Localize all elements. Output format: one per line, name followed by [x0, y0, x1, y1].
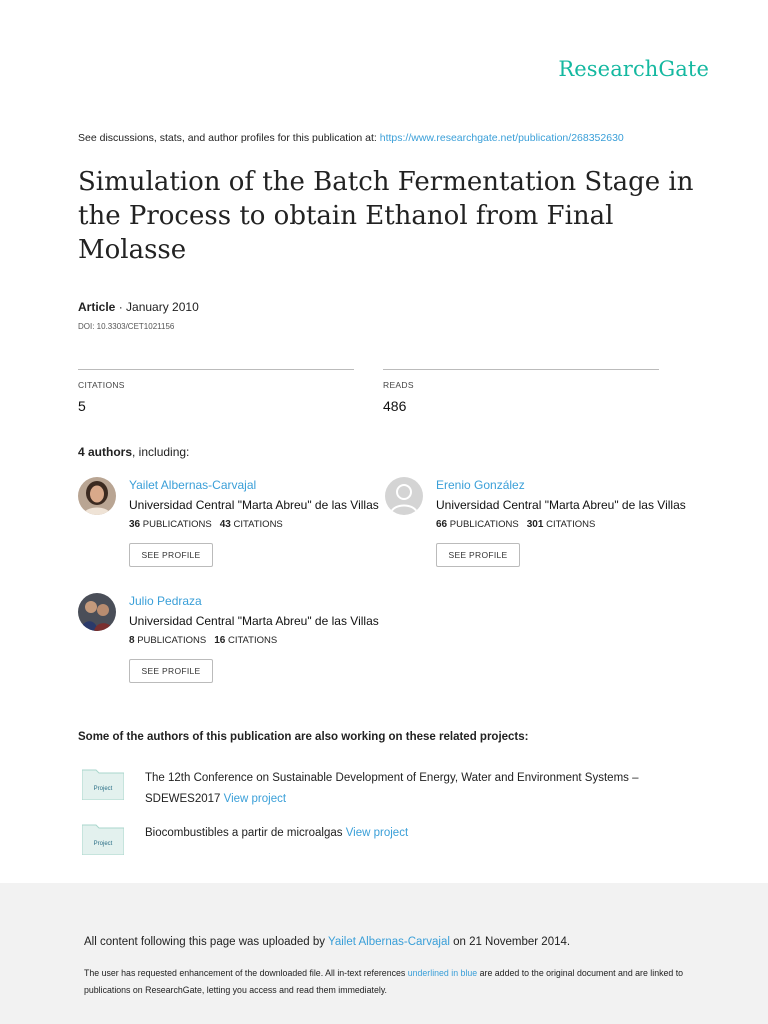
publication-doi: DOI: 10.3303/CET1021156	[78, 322, 175, 331]
reads-stat	[383, 369, 659, 414]
enhancement-note	[84, 965, 704, 999]
author-avatar[interactable]	[78, 477, 116, 515]
author-publications-label: PUBLICATIONS	[142, 519, 212, 530]
authors-count: 4 authors	[78, 445, 133, 459]
author-publications-count: 8	[129, 635, 135, 646]
author-citations-count: 16	[214, 635, 226, 646]
author-counts	[129, 519, 399, 530]
author-publications-count: 36	[129, 519, 141, 530]
publication-meta	[78, 300, 199, 314]
project-description	[145, 768, 705, 810]
author-counts	[436, 519, 706, 530]
author-citations-count: 301	[526, 519, 544, 530]
citations-label: CITATIONS	[78, 380, 125, 390]
researchgate-logo[interactable]: ResearchGate	[558, 57, 709, 81]
project-icon-label: Project	[93, 786, 113, 792]
default-avatar-icon	[385, 477, 423, 515]
project-folder-icon[interactable]	[82, 768, 124, 800]
see-profile-button[interactable]: SEE PROFILE	[436, 543, 520, 567]
author-name[interactable]: Yailet Albernas-Carvajal	[129, 478, 257, 492]
footer	[0, 883, 768, 1024]
author-publications-count: 66	[436, 519, 448, 530]
author-citations-label: CITATIONS	[233, 519, 283, 530]
author-institution: Universidad Central "Marta Abreu" de las Villas	[129, 498, 379, 512]
publication-type: Article	[78, 300, 116, 314]
author-photo-icon	[78, 477, 116, 515]
project-folder-icon[interactable]	[82, 823, 124, 855]
publication-link[interactable]: https://www.researchgate.net/publication/268352630	[379, 132, 624, 144]
upload-prefix: All content following this page was uploaded by	[84, 936, 329, 948]
publication-date: January 2010	[126, 300, 199, 314]
author-publications-label: PUBLICATIONS	[449, 519, 519, 530]
author-avatar[interactable]	[78, 593, 116, 631]
authors-heading	[78, 445, 189, 459]
underlined-in-blue-link[interactable]: underlined in blue	[407, 968, 478, 978]
upload-suffix: on 21 November 2014.	[449, 936, 571, 948]
note-suffix: are added to the original document and are linked to publications on ResearchGate, letting you access and read them immediately.	[84, 968, 684, 995]
author-citations-label: CITATIONS	[227, 635, 278, 646]
author-name[interactable]: Erenio González	[436, 478, 525, 492]
author-institution: Universidad Central "Marta Abreu" de las Villas	[436, 498, 686, 512]
discussion-notice-text: See discussions, stats, and author profiles for this publication at:	[78, 132, 380, 144]
reads-value: 486	[383, 398, 407, 414]
upload-notice	[84, 936, 570, 948]
publication-title: Simulation of the Batch Fermentation Stage in the Process to obtain Ethanol from Final Molasse	[78, 167, 694, 265]
see-profile-button[interactable]: SEE PROFILE	[129, 659, 213, 683]
meta-separator: ·	[115, 300, 127, 314]
note-prefix: The user has requested enhancement of the downloaded file. All in-text references	[84, 968, 408, 978]
citations-stat	[78, 369, 354, 414]
project-icon-label: Project	[93, 841, 113, 847]
author-photo-icon	[78, 593, 116, 631]
uploader-link[interactable]: Yailet Albernas-Carvajal	[328, 936, 450, 948]
discussion-notice	[78, 132, 624, 144]
author-name[interactable]: Julio Pedraza	[129, 594, 202, 608]
author-counts	[129, 635, 399, 646]
citations-value: 5	[78, 398, 86, 414]
authors-heading-suffix: , including:	[132, 445, 190, 459]
project-title: Biocombustibles a partir de microalgas	[145, 827, 346, 839]
project-title: The 12th Conference on Sustainable Development of Energy, Water and Environment Systems – SDEWES2017	[145, 772, 639, 805]
author-publications-label: PUBLICATIONS	[137, 635, 207, 646]
related-projects-heading: Some of the authors of this publication are also working on these related projects:	[78, 731, 529, 743]
author-institution: Universidad Central "Marta Abreu" de las Villas	[129, 614, 379, 628]
view-project-link[interactable]: View project	[345, 827, 409, 839]
project-description	[145, 823, 705, 844]
author-avatar[interactable]	[385, 477, 423, 515]
view-project-link[interactable]: View project	[223, 793, 287, 805]
author-citations-label: CITATIONS	[546, 519, 596, 530]
reads-label: READS	[383, 380, 414, 390]
see-profile-button[interactable]: SEE PROFILE	[129, 543, 213, 567]
author-citations-count: 43	[219, 519, 231, 530]
